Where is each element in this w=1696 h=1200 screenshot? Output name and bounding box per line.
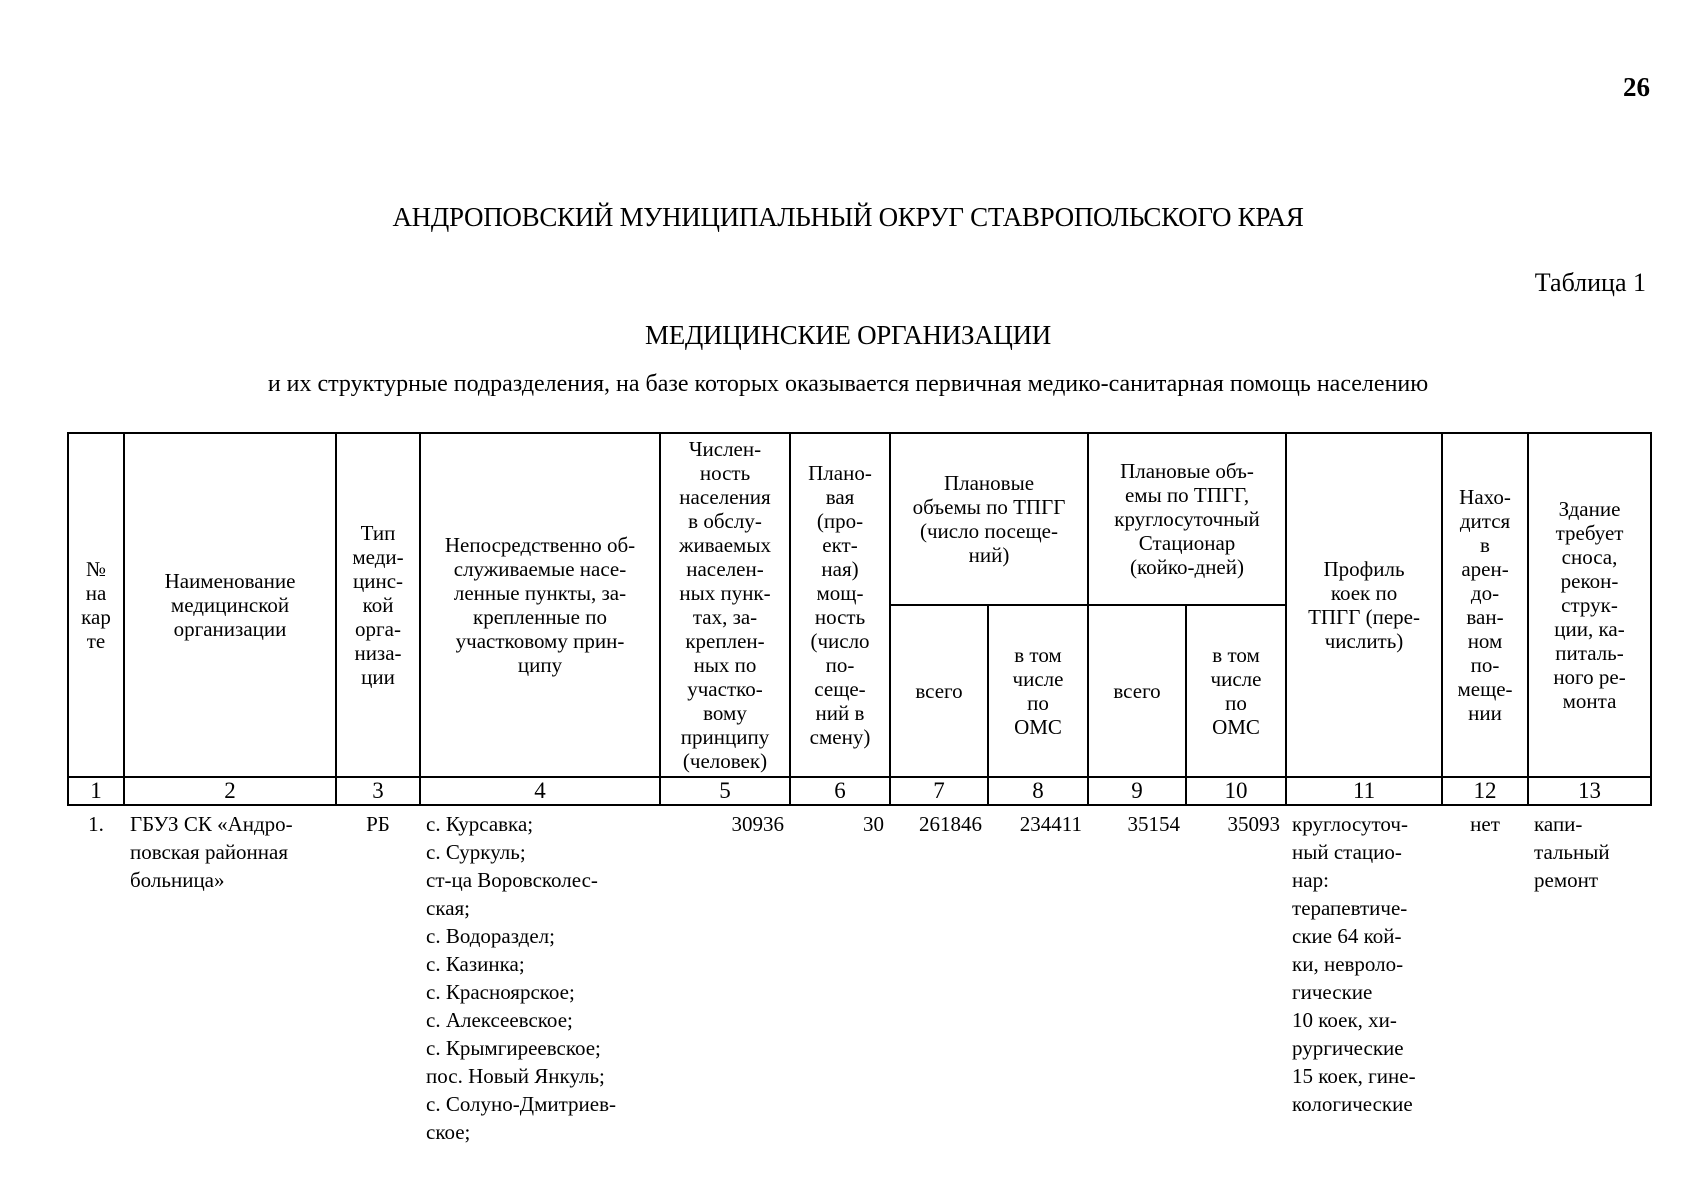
column-number: 3 (336, 777, 420, 805)
header-served-settlements: Непосредственно об- служиваемые насе- ленные пункты, за- крепленные по участковому прин- ципу (420, 433, 660, 777)
header-bed-profile: Профиль коек по ТПГГ (пере- числить) (1286, 433, 1442, 777)
page-number: 26 (1623, 72, 1650, 102)
column-number: 8 (988, 777, 1088, 805)
header-visits-oms: в том числе по ОМС (988, 605, 1088, 777)
header-rented-premises: Нахо- дится в арен- до- ван- ном по- меще- нии (1442, 433, 1528, 777)
row-visits-oms: 234411 (1019, 812, 1083, 836)
header-population: Числен- ность населения в обслу- живаемых населен- ных пунк- тах, за- креплен- ных по участко- вому принципу (человек) (660, 433, 790, 777)
row-visits-total: 261846 (919, 812, 982, 836)
row-map-number: 1. (88, 812, 104, 836)
row-served-settlements: с. Курсавка; с. Суркуль; ст-ца Воровсколес- ская; с. Водораздел; с. Казинка; с. Красноярское; с. Алексеевское; с. Крымгиреевское; пос. Новый Янкуль; с. Солуно-Дмитриев- ское; (426, 812, 617, 1144)
column-number: 4 (420, 777, 660, 805)
document-title: АНДРОПОВСКИЙ МУНИЦИПАЛЬНЫЙ ОКРУГ СТАВРОПОЛЬСКОГО КРАЯ (392, 202, 1304, 232)
table-description: и их структурные подразделения, на базе которых оказывается первичная медико-санитарная помощь населению (267, 371, 1429, 397)
column-number: 12 (1442, 777, 1528, 805)
column-number: 5 (660, 777, 790, 805)
row-bed-profile: круглосуточ- ный стацио- нар: терапевтиче- ские 64 кой- ки, невроло- гические 10 коек, хи- рургические 15 коек, гине- кологические (1292, 812, 1416, 1116)
table-label: Таблица 1 (1534, 268, 1646, 297)
header-visits-total: всего (890, 605, 988, 777)
header-map-number: № на кар те (68, 433, 124, 777)
row-beddays-total: 35154 (1127, 812, 1181, 836)
header-planned-capacity: Плано- вая (про- ект- ная) мощ- ность (число по- сеще- ний в смену) (790, 433, 890, 777)
column-number: 11 (1286, 777, 1442, 805)
row-population: 30936 (731, 812, 784, 836)
column-number: 13 (1528, 777, 1651, 805)
medical-organizations-table (67, 432, 1652, 1150)
header-organization-type: Тип меди- цинс- кой орга- низа- ции (336, 433, 420, 777)
table-subtitle: МЕДИЦИНСКИЕ ОРГАНИЗАЦИИ (645, 320, 1051, 350)
column-number: 6 (790, 777, 890, 805)
header-beddays-total: всего (1088, 605, 1186, 777)
row-planned-capacity: 30 (863, 812, 884, 836)
column-number: 10 (1186, 777, 1286, 805)
column-number: 1 (68, 777, 124, 805)
column-number: 9 (1088, 777, 1186, 805)
header-beddays-oms: в том числе по ОМС (1186, 605, 1286, 777)
row-organization-name: ГБУЗ СК «Андро- повская районная больница» (130, 812, 293, 892)
row-building-condition: капи- тальный ремонт (1534, 812, 1610, 892)
header-organization-name: Наименование медицинской организации (124, 433, 336, 777)
header-planned-bed-days: Плановые объ- емы по ТПГГ, круглосуточный Стационар (койко-дней) (1088, 433, 1286, 605)
column-number: 2 (124, 777, 336, 805)
row-beddays-oms: 35093 (1227, 812, 1281, 836)
column-number-row (68, 777, 1651, 805)
column-number: 7 (890, 777, 988, 805)
header-building-condition: Здание требует сноса, рекон- струк- ции, ка- питаль- ного ре- монта (1528, 433, 1651, 777)
header-planned-visits: Плановые объемы по ТПГГ (число посеще- ний) (890, 433, 1088, 605)
table-row (68, 805, 1651, 1150)
row-rented-premises: нет (1470, 812, 1500, 836)
row-organization-type: РБ (366, 812, 390, 836)
